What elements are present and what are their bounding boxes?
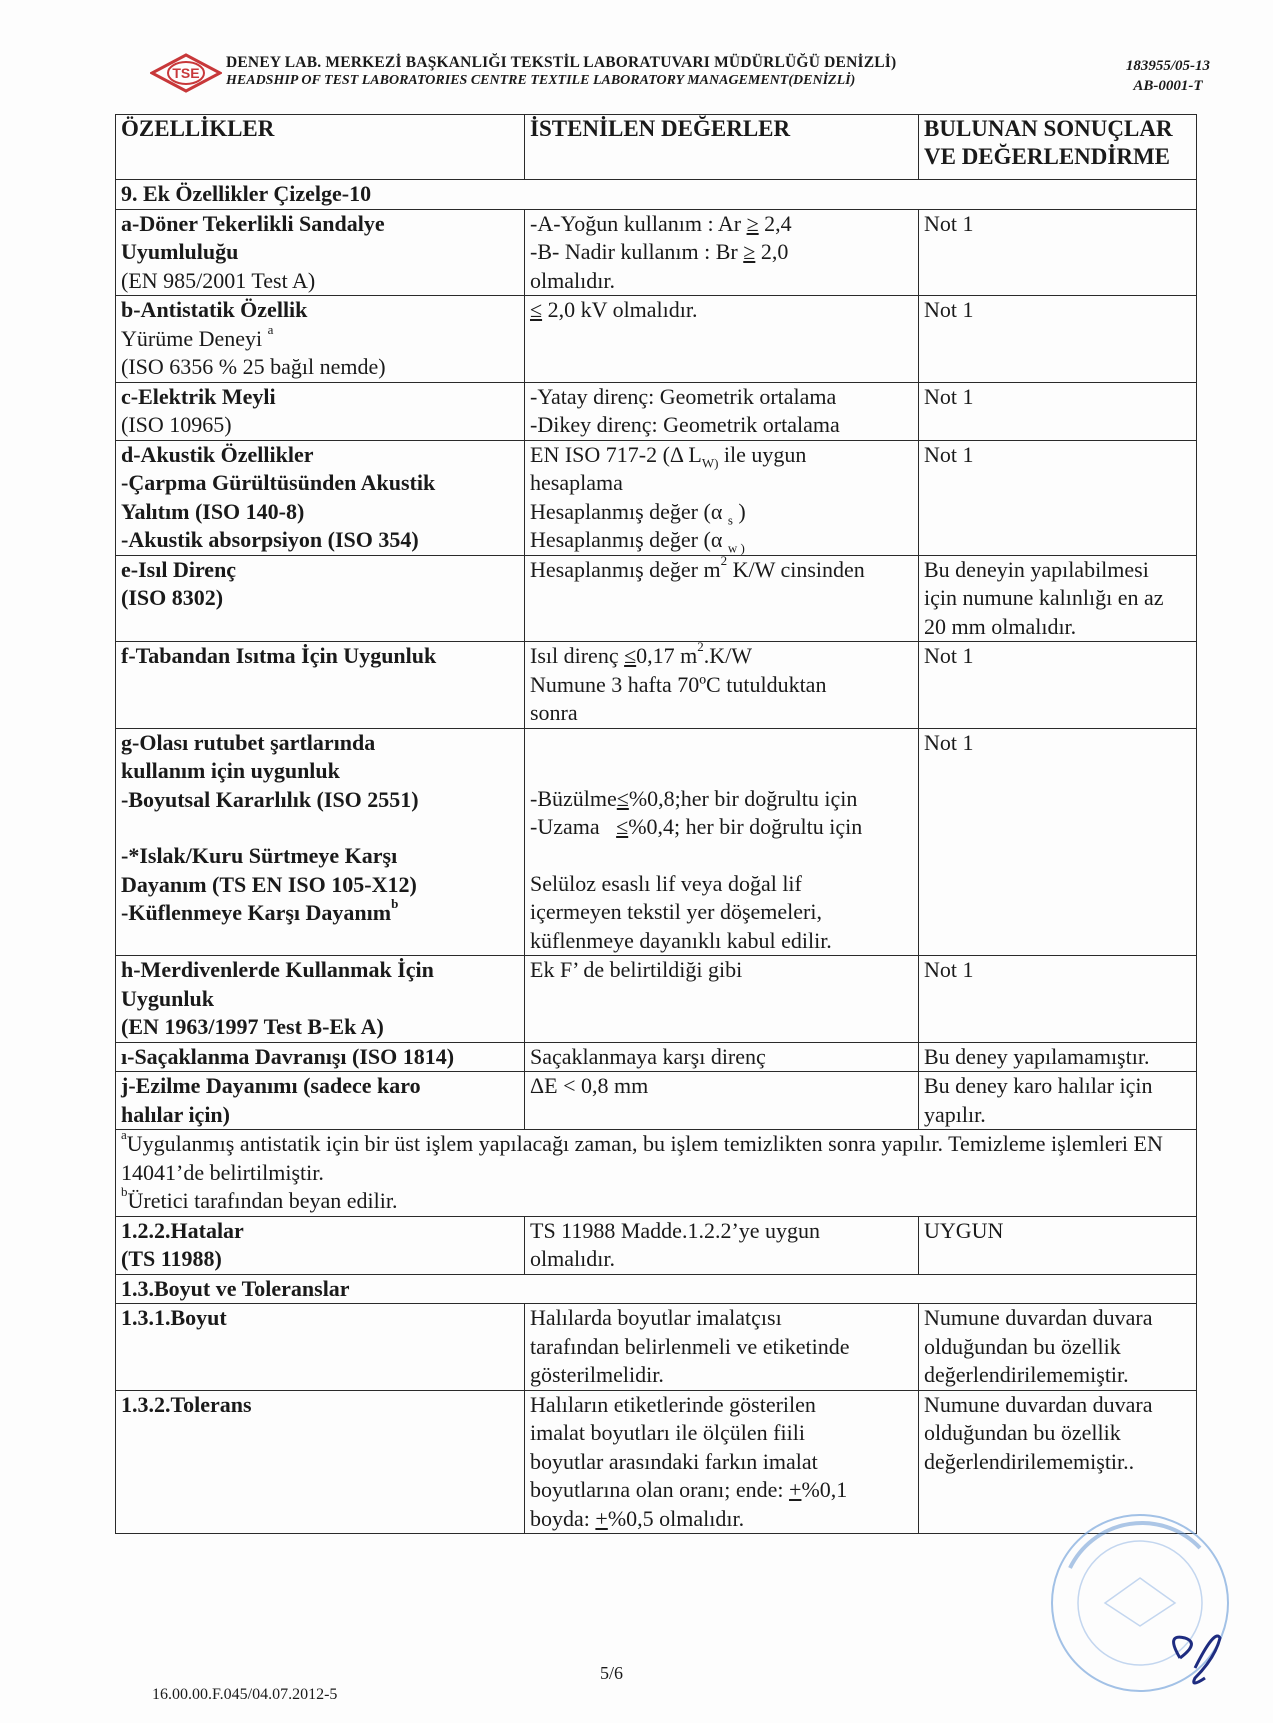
table-row bbox=[116, 1304, 1197, 1391]
signature-icon bbox=[1174, 1636, 1220, 1683]
property-cell: 1.2.2.Hatalar (TS 11988) bbox=[116, 1216, 525, 1274]
property-cell: 1.3.2.Tolerans bbox=[116, 1390, 525, 1534]
table-row bbox=[116, 296, 1197, 383]
property-cell: g-Olası rutubet şartlarında kullanım için uygunluk -Boyutsal Kararlılık (ISO 2551) -*Islak/Kuru Sürtmeye Karşı Dayanım (TS EN ISO 105-X12) -Küflenmeye Karşı Dayanım$^b$ bbox=[116, 728, 525, 956]
requirement-cell: Hesaplanmış değer $m^2$ K/W cinsinden bbox=[525, 555, 919, 642]
header-title-en: HEADSHIP OF TEST LABORATORIES CENTRE TEXTILE LABORATORY MANAGEMENT(DENİZLİ) bbox=[226, 73, 856, 88]
table-row bbox=[116, 1072, 1197, 1130]
footnotes: $^a$Uygulanmış antistatik için bir üst işlem yapılacağı zaman, bu işlem temizlikten sonra yapılır. Temizleme işlemleri EN 14041’de belirtilmiştir. $^b$Üretici tarafından beyan edilir. bbox=[116, 1130, 1197, 1217]
requirement-cell: ≤ 2,0 kV olmalıdır. bbox=[525, 296, 919, 383]
property-cell: f-Tabandan Isıtma İçin Uygunluk bbox=[116, 642, 525, 729]
result-cell: UYGUN bbox=[919, 1216, 1197, 1274]
result-cell: Not 1 bbox=[919, 382, 1197, 440]
requirement-cell: -A-Yoğun kullanım : Ar ≥ 2,4 -B- Nadir kullanım : Br ≥ 2,0 olmalıdır. bbox=[525, 209, 919, 296]
result-cell: Bu deneyin yapılabilmesi için numune kalınlığı en az 20 mm olmalıdır. bbox=[919, 555, 1197, 642]
svg-text:TSE: TSE bbox=[172, 65, 200, 81]
requirement-cell: ΔE < 0,8 mm bbox=[525, 1072, 919, 1130]
requirement-cell: Halılarda boyutlar imalatçısı tarafından belirlenmeli ve etiketinde gösterilmelidir. bbox=[525, 1304, 919, 1391]
table-row bbox=[116, 728, 1197, 956]
property-cell: b-Antistatik Özellik Yürüme Deneyi $^a$ (ISO 6356 % 25 bağıl nemde) bbox=[116, 296, 525, 383]
table-row bbox=[116, 642, 1197, 729]
requirement-cell: TS 11988 Madde.1.2.2’ye uygun olmalıdır. bbox=[525, 1216, 919, 1274]
section-title-9: 9. Ek Özellikler Çizelge-10 bbox=[116, 180, 1197, 210]
section-row bbox=[116, 1274, 1197, 1304]
table-row bbox=[116, 555, 1197, 642]
requirement-cell: Saçaklanmaya karşı direnç bbox=[525, 1042, 919, 1072]
document-ids bbox=[1126, 56, 1210, 96]
property-cell: ı-Saçaklanma Davranışı (ISO 1814) bbox=[116, 1042, 525, 1072]
document-number: 183955/05-13 bbox=[1125, 58, 1210, 74]
footnote-b: Üretici tarafından beyan edilir. bbox=[127, 1188, 398, 1213]
table-row bbox=[116, 1042, 1197, 1072]
result-cell: Numune duvardan duvara olduğundan bu özellik değerlendirilememiştir.. bbox=[919, 1390, 1197, 1534]
property-cell: 1.3.1.Boyut bbox=[116, 1304, 525, 1391]
requirement-cell: Halıların etiketlerinde gösterilen imalat boyutları ile ölçülen fiili boyutlar arasındaki farkın imalat boyutlarına olan oranı; ende: +%0,1 boyda: +%0,5 olmalıdır. bbox=[525, 1390, 919, 1534]
property-cell: a-Döner Tekerlikli Sandalye Uyumluluğu (EN 985/2001 Test A) bbox=[116, 209, 525, 296]
section-row bbox=[116, 180, 1197, 210]
column-header-properties: ÖZELLİKLER bbox=[116, 115, 525, 180]
property-cell: h-Merdivenlerde Kullanmak İçin Uygunluk (EN 1963/1997 Test B-Ek A) bbox=[116, 956, 525, 1043]
requirement-cell: EN ISO 717-2 (Δ $L_{W)}$ ile uygun hesaplama Hesaplanmış değer (α $_s$ ) Hesaplanmış değer (α $_{w )}$ bbox=[525, 440, 919, 555]
lab-code: AB-0001-T bbox=[1133, 78, 1203, 94]
footnotes-row bbox=[116, 1130, 1197, 1217]
form-code: 16.00.00.F.045/04.07.2012-5 bbox=[152, 1686, 338, 1703]
properties-table bbox=[115, 114, 1197, 1534]
requirement-cell: -Büzülme≤%0,8;her bir doğrultu için -Uzama ≤%0,4; her bir doğrultu için Selüloz esaslı lif veya doğal lif içermeyen tekstil yer döşemeleri, küflenmeye dayanıklı kabul edilir. bbox=[525, 728, 919, 956]
result-cell: Not 1 bbox=[919, 209, 1197, 296]
column-header-results: BULUNAN SONUÇLAR VE DEĞERLENDİRME bbox=[919, 115, 1197, 180]
requirement-cell: -Yatay direnç: Geometrik ortalama -Dikey direnç: Geometrik ortalama bbox=[525, 382, 919, 440]
result-cell: Bu deney yapılamamıştır. bbox=[919, 1042, 1197, 1072]
header-title-tr: DENEY LAB. MERKEZİ BAŞKANLIĞI TEKSTİL LABORATUVARI MÜDÜRLÜĞÜ DENİZLİ) bbox=[226, 54, 897, 71]
table-row bbox=[116, 1216, 1197, 1274]
official-stamp-icon bbox=[1030, 1508, 1240, 1708]
result-cell: Not 1 bbox=[919, 642, 1197, 729]
section-title-1-3: 1.3.Boyut ve Toleranslar bbox=[116, 1274, 1197, 1304]
footnote-a: Uygulanmış antistatik için bir üst işlem yapılacağı zaman, bu işlem temizlikten sonra yapılır. Temizleme işlemleri EN 14041’de belirtilmiştir. bbox=[121, 1131, 1163, 1185]
requirement-cell: Isıl direnç ≤0,17 $m^2.K/W$ Numune 3 hafta 70ºC tutulduktan sonra bbox=[525, 642, 919, 729]
result-cell: Not 1 bbox=[919, 440, 1197, 555]
property-cell: c-Elektrik Meyli (ISO 10965) bbox=[116, 382, 525, 440]
table-row bbox=[116, 956, 1197, 1043]
property-cell: d-Akustik Özellikler -Çarpma Gürültüsünden Akustik Yalıtım (ISO 140-8) -Akustik absorpsiyon (ISO 354) bbox=[116, 440, 525, 555]
table-header-row bbox=[116, 115, 1197, 180]
result-cell: Numune duvardan duvara olduğundan bu özellik değerlendirilememiştir. bbox=[919, 1304, 1197, 1391]
table-row bbox=[116, 440, 1197, 555]
page-header bbox=[150, 50, 1210, 100]
tse-logo-icon bbox=[150, 53, 222, 93]
result-cell: Not 1 bbox=[919, 296, 1197, 383]
table-row bbox=[116, 209, 1197, 296]
result-cell: Not 1 bbox=[919, 728, 1197, 956]
requirement-cell: Ek F’ de belirtildiği gibi bbox=[525, 956, 919, 1043]
property-cell: e-Isıl Direnç (ISO 8302) bbox=[116, 555, 525, 642]
table-row bbox=[116, 382, 1197, 440]
result-cell: Not 1 bbox=[919, 956, 1197, 1043]
page-number: 5/6 bbox=[600, 1663, 624, 1683]
result-cell: Bu deney karo halılar için yapılır. bbox=[919, 1072, 1197, 1130]
column-header-required-values: İSTENİLEN DEĞERLER bbox=[525, 115, 919, 180]
property-cell: j-Ezilme Dayanımı (sadece karo halılar için) bbox=[116, 1072, 525, 1130]
